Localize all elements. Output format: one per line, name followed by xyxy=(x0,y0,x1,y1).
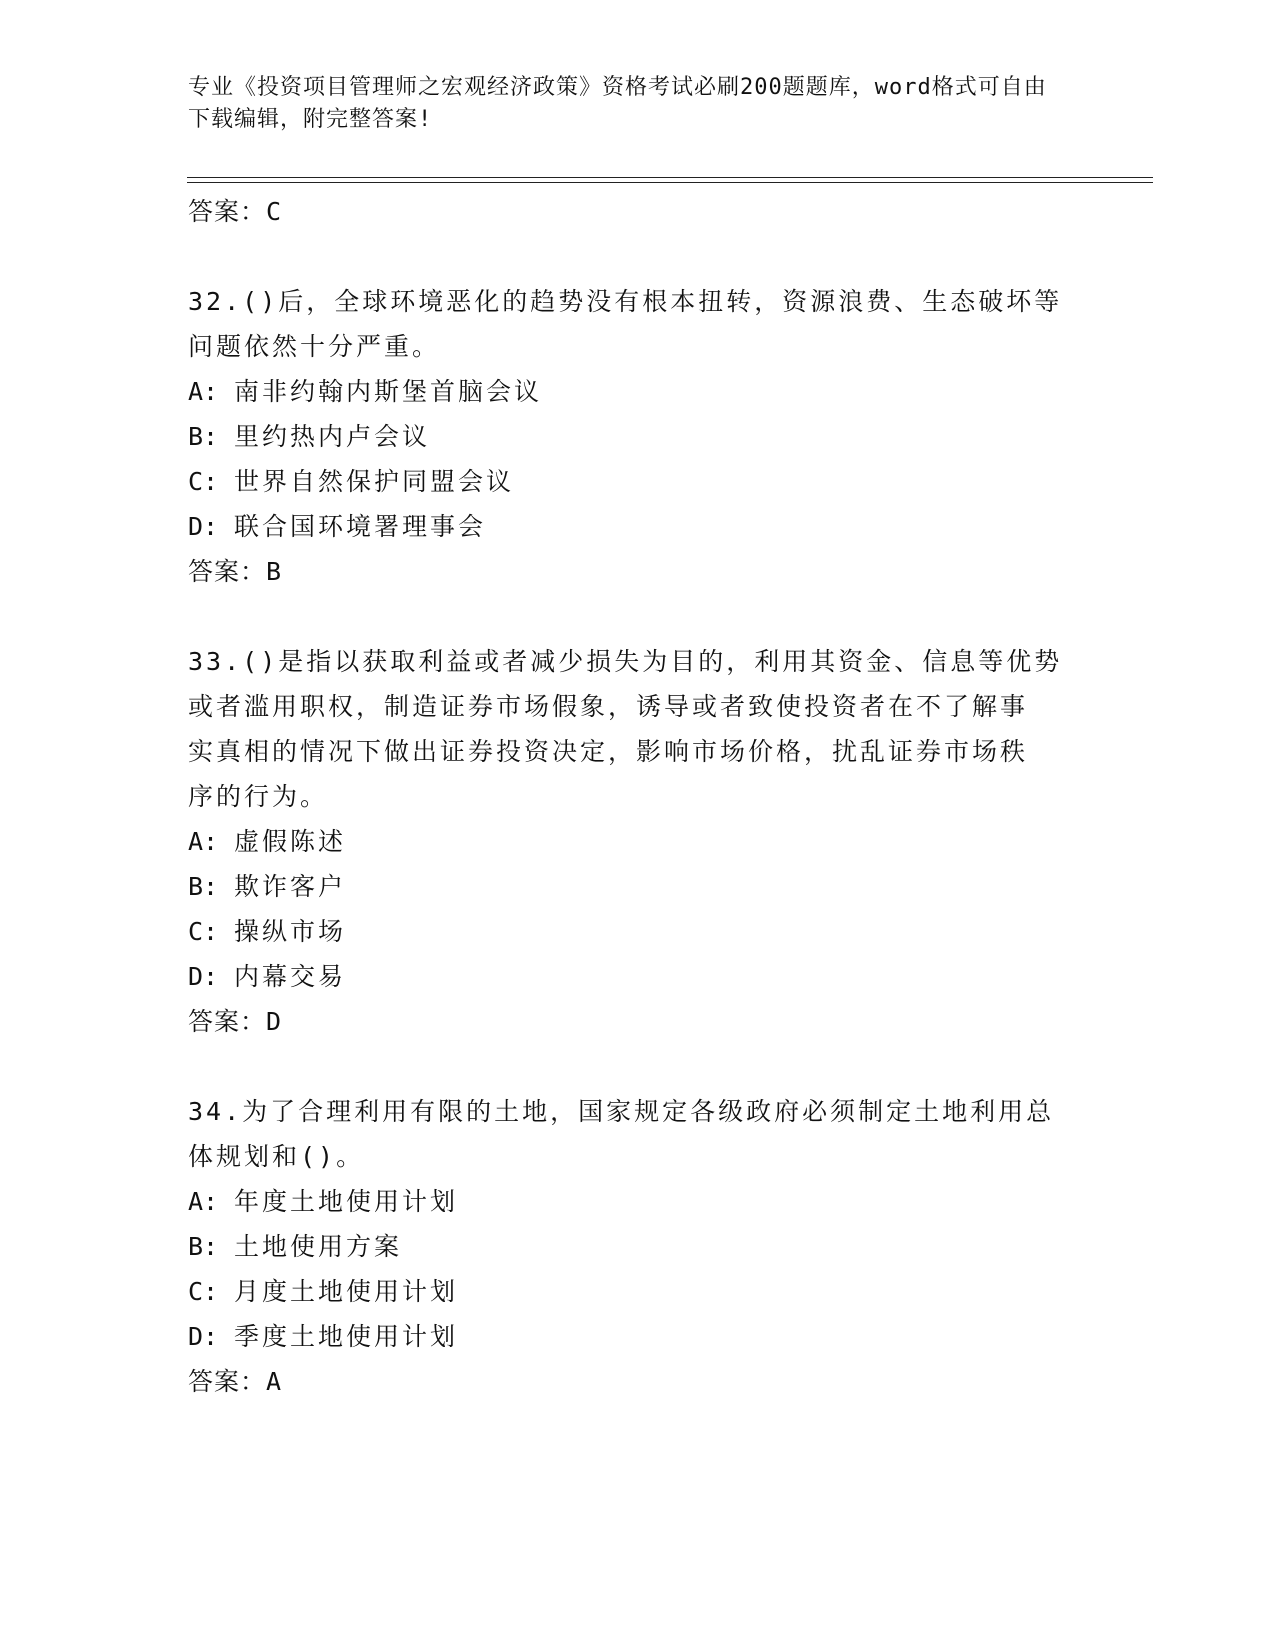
option-letter: D: xyxy=(188,1322,219,1351)
option-text: 里约热内卢会议 xyxy=(234,422,431,451)
option-text: 土地使用方案 xyxy=(234,1232,403,1261)
option-letter: B: xyxy=(188,422,219,451)
answer-line: 答案：B xyxy=(188,557,283,586)
header-title: 专业《投资项目管理师之宏观经济政策》资格考试必刷200题题库，word格式可自由下载编辑，附完整答案! xyxy=(188,75,1047,132)
question-stem-line: 34.为了合理利用有限的土地，国家规定各级政府必须制定土地利用总 xyxy=(188,1097,1055,1126)
question-stem-line: 体规划和()。 xyxy=(188,1142,365,1171)
question-stem-line: 实真相的情况下做出证券投资决定，影响市场价格，扰乱证券市场秩 xyxy=(188,737,1029,766)
question-stem-line: 32.()后，全球环境恶化的趋势没有根本扭转，资源浪费、生态破坏等 xyxy=(188,287,1063,316)
option-letter: A: xyxy=(188,377,219,406)
answer-line: 答案：C xyxy=(188,197,283,226)
spacer xyxy=(188,234,1088,279)
option-letter: A: xyxy=(188,1187,219,1216)
option-letter: C: xyxy=(188,917,219,946)
option-letter: B: xyxy=(188,872,219,901)
option-a xyxy=(188,369,1088,414)
option-letter: D: xyxy=(188,512,219,541)
question-stem-line: 问题依然十分严重。 xyxy=(188,332,441,361)
option-b xyxy=(188,1224,1088,1269)
option-c xyxy=(188,909,1088,954)
answer-line: 答案：A xyxy=(188,1367,283,1396)
option-letter: B: xyxy=(188,1232,219,1261)
option-text: 季度土地使用计划 xyxy=(234,1322,459,1351)
answer-line: 答案：D xyxy=(188,1007,283,1036)
option-d xyxy=(188,1314,1088,1359)
option-letter: D: xyxy=(188,962,219,991)
header-divider-top xyxy=(187,177,1153,178)
question-item xyxy=(188,639,1088,1044)
option-text: 欺诈客户 xyxy=(234,872,347,901)
option-text: 世界自然保护同盟会议 xyxy=(234,467,515,496)
option-a xyxy=(188,819,1088,864)
option-c xyxy=(188,1269,1088,1314)
option-text: 内幕交易 xyxy=(234,962,347,991)
question-item xyxy=(188,279,1088,594)
option-text: 南非约翰内斯堡首脑会议 xyxy=(234,377,543,406)
option-a xyxy=(188,1179,1088,1224)
spacer xyxy=(188,1044,1088,1089)
spacer xyxy=(188,594,1088,639)
option-text: 月度土地使用计划 xyxy=(234,1277,459,1306)
option-b xyxy=(188,864,1088,909)
question-list xyxy=(188,189,1088,1404)
header-divider-bottom xyxy=(187,182,1153,183)
option-d xyxy=(188,504,1088,549)
option-b xyxy=(188,414,1088,459)
option-text: 年度土地使用计划 xyxy=(234,1187,459,1216)
option-letter: A: xyxy=(188,827,219,856)
question-stem-line: 或者滥用职权，制造证券市场假象，诱导或者致使投资者在不了解事 xyxy=(188,692,1029,721)
option-d xyxy=(188,954,1088,999)
option-letter: C: xyxy=(188,467,219,496)
question-stem-line: 33.()是指以获取利益或者减少损失为目的，利用其资金、信息等优势 xyxy=(188,647,1063,676)
option-letter: C: xyxy=(188,1277,219,1306)
question-stem-line: 序的行为。 xyxy=(188,782,329,811)
option-text: 操纵市场 xyxy=(234,917,347,946)
question-item xyxy=(188,1089,1088,1404)
document-header xyxy=(188,72,1068,136)
option-c xyxy=(188,459,1088,504)
option-text: 虚假陈述 xyxy=(234,827,347,856)
option-text: 联合国环境署理事会 xyxy=(234,512,487,541)
